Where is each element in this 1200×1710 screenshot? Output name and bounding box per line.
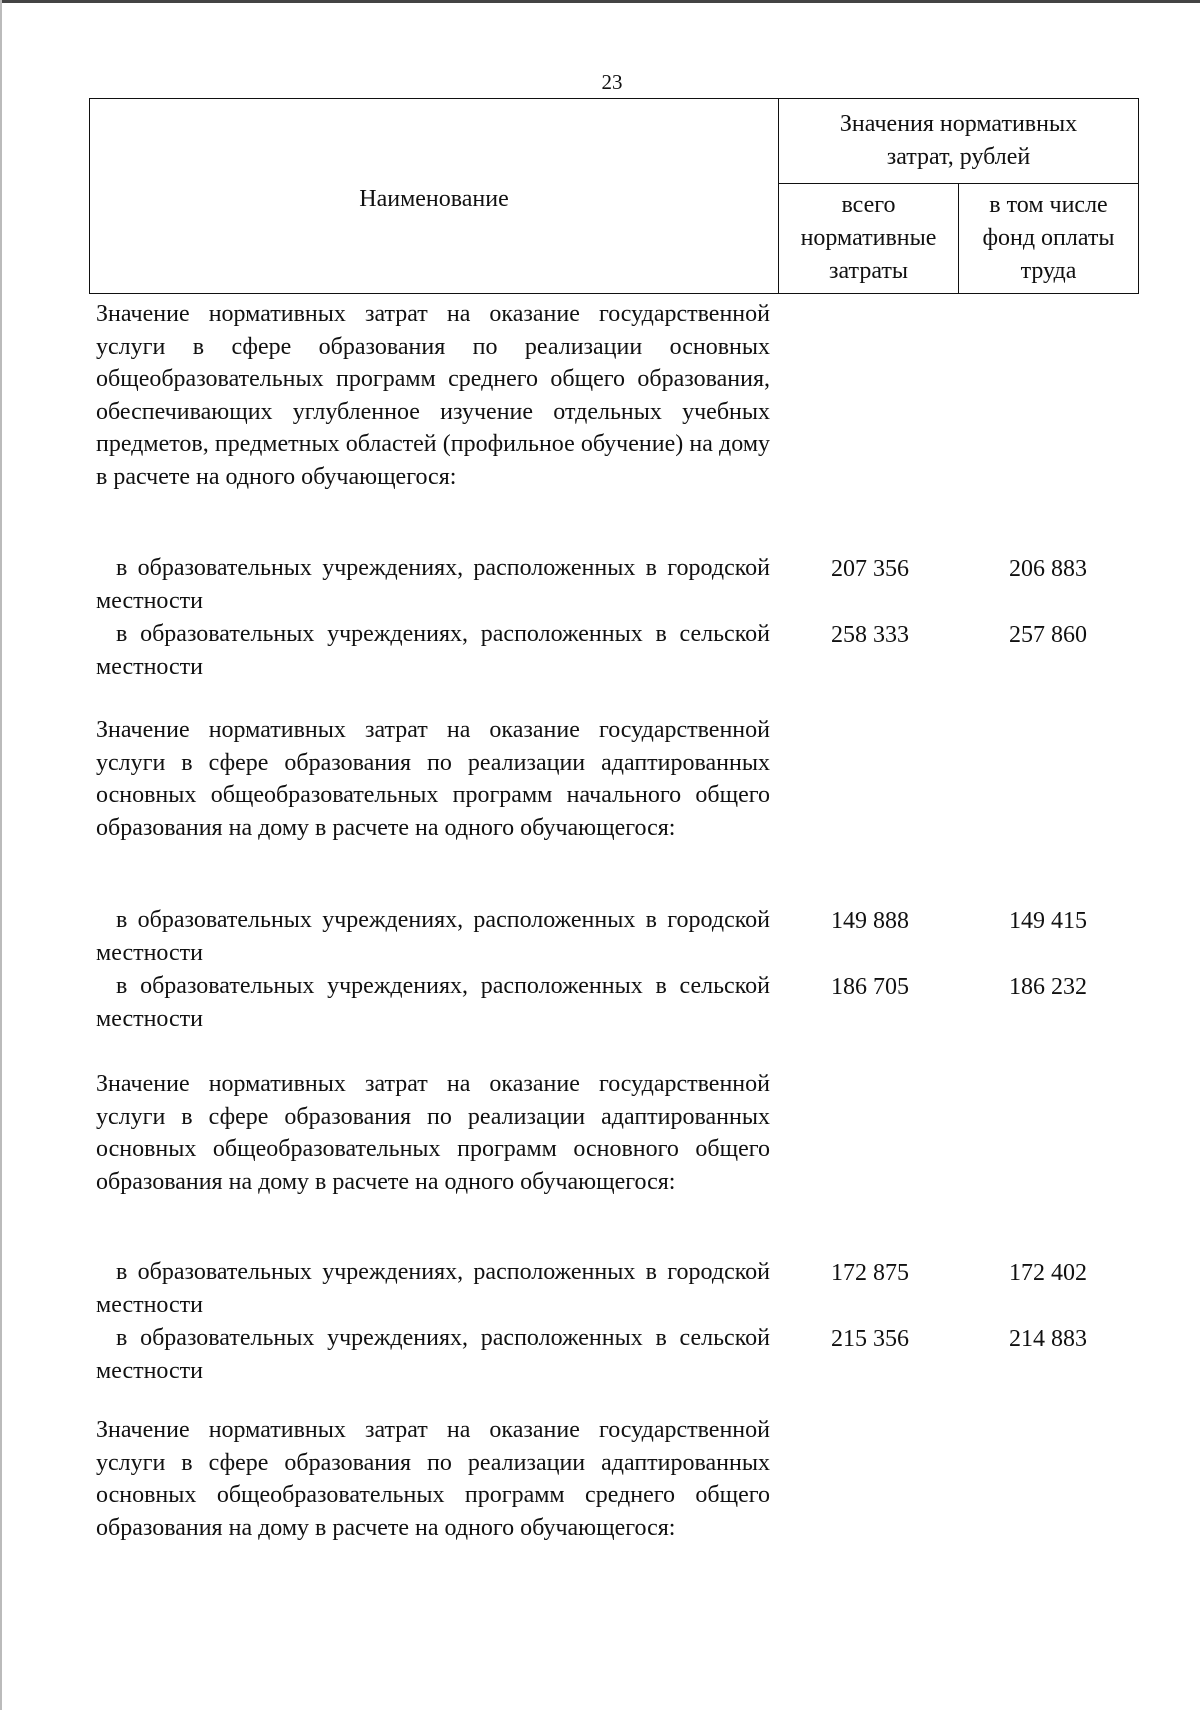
header-labor-line-3: труда: [1020, 258, 1077, 284]
row-total-value: 215 356: [831, 1326, 909, 1352]
row-label: в образовательных учреждениях, расположенных в городской местности: [96, 907, 770, 966]
table-header: [89, 98, 1139, 294]
row-labor-value: 214 883: [1009, 1326, 1087, 1352]
page-number: 23: [601, 70, 623, 94]
table-row: [96, 1256, 770, 1321]
header-labor-column: [959, 184, 1139, 294]
table-row: [96, 970, 770, 1035]
scan-border-top: [0, 0, 1200, 3]
header-total-column: [779, 184, 959, 294]
row-labor-value: 149 415: [1009, 908, 1087, 934]
header-total-line-2: нормативные: [800, 225, 937, 251]
section-4: [96, 1414, 770, 1544]
scan-border-left: [0, 0, 2, 1710]
header-total-line-3: затраты: [829, 258, 908, 284]
table-row: [96, 618, 770, 683]
row-label: в образовательных учреждениях, расположенных в городской местности: [96, 1259, 770, 1318]
section-1: [96, 298, 770, 494]
section-title: Значение нормативных затрат на оказание государственной услуги в сфере образования по реализации основных общеобразовательных программ среднего общего образования, обеспечивающих углубленное изучение отдельных учебных предметов, предметных областей (профильное обучение) на дому в расчете на одного обучающегося:: [96, 301, 770, 490]
row-labor-value: 172 402: [1009, 1260, 1087, 1286]
row-labor-value: 257 860: [1009, 622, 1087, 648]
section-title: Значение нормативных затрат на оказание государственной услуги в сфере образования по реализации адаптированных основных общеобразовательных программ среднего общего образования на дому в расчете на одного обучающегося:: [96, 1417, 770, 1541]
section-3: [96, 1068, 770, 1198]
table-row: [96, 552, 770, 617]
header-name-column: Наименование: [90, 99, 779, 294]
header-values-line-2: затрат, рублей: [886, 144, 1031, 170]
row-labor-value: 206 883: [1009, 556, 1087, 582]
row-total-value: 172 875: [831, 1260, 909, 1286]
row-total-value: 258 333: [831, 622, 909, 648]
row-labor-value: 186 232: [1009, 974, 1087, 1000]
header-total-line-1: всего: [841, 192, 896, 218]
row-total-value: 186 705: [831, 974, 909, 1000]
row-label: в образовательных учреждениях, расположенных в городской местности: [96, 555, 770, 614]
table-row: [96, 904, 770, 969]
row-total-value: 149 888: [831, 908, 909, 934]
section-title: Значение нормативных затрат на оказание государственной услуги в сфере образования по реализации адаптированных основных общеобразовательных программ основного общего образования на дому в расчете на одного обучающегося:: [96, 1071, 770, 1195]
table-row: [96, 1322, 770, 1387]
row-label: в образовательных учреждениях, расположенных в сельской местности: [96, 621, 770, 680]
header-labor-line-2: фонд оплаты: [982, 225, 1115, 251]
row-label: в образовательных учреждениях, расположенных в сельской местности: [96, 1325, 770, 1384]
section-2: [96, 714, 770, 844]
header-values-group: [779, 99, 1139, 184]
header-labor-line-1: в том числе: [989, 192, 1108, 218]
row-total-value: 207 356: [831, 556, 909, 582]
header-values-line-1: Значения нормативных: [839, 111, 1078, 137]
row-label: в образовательных учреждениях, расположенных в сельской местности: [96, 973, 770, 1032]
section-title: Значение нормативных затрат на оказание государственной услуги в сфере образования по реализации адаптированных основных общеобразовательных программ начального общего образования на дому в расчете на одного обучающегося:: [96, 717, 770, 841]
